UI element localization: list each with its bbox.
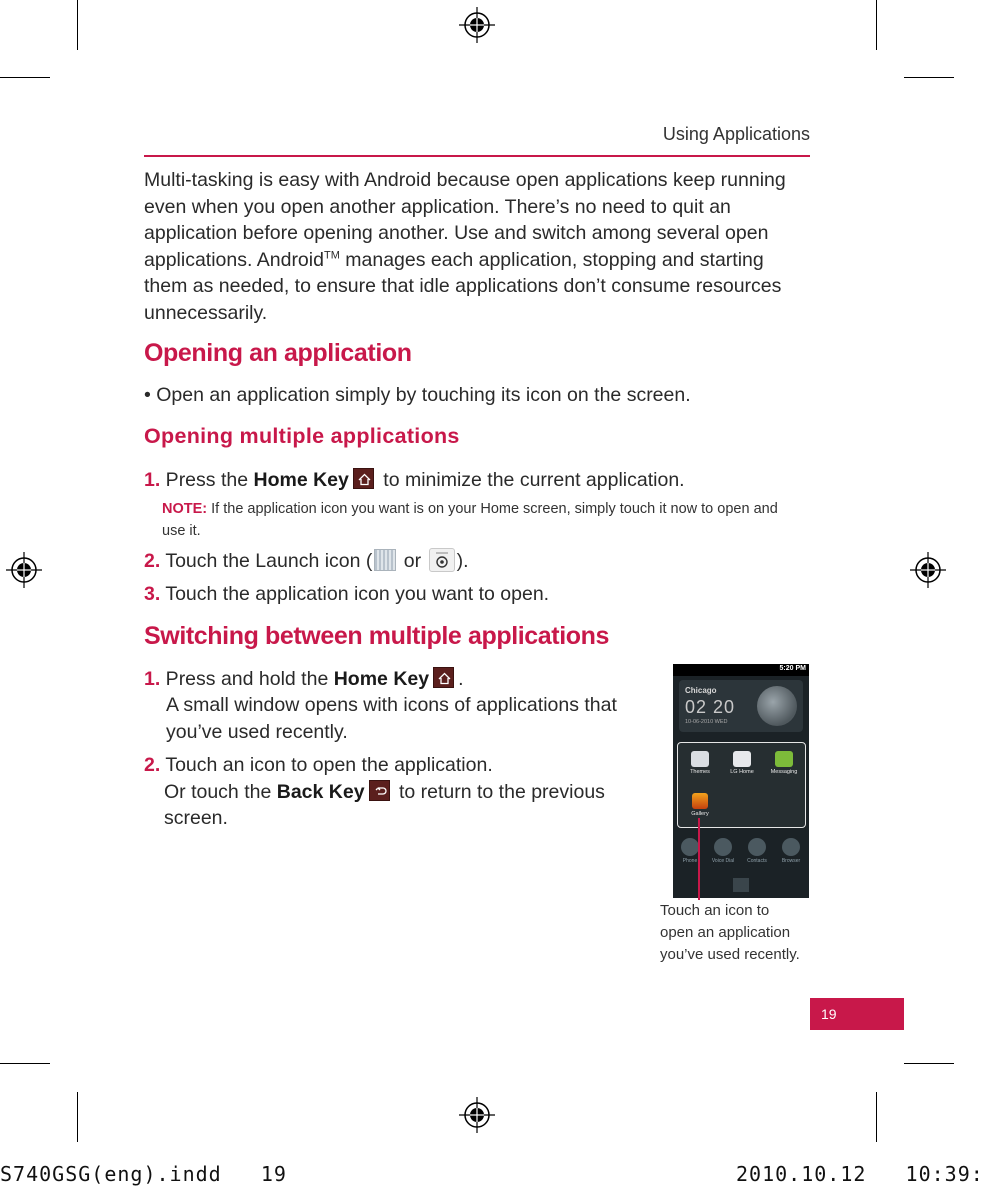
dock-contacts[interactable]: [742, 838, 772, 864]
note-label: NOTE:: [162, 501, 208, 517]
header-rule: [144, 155, 810, 157]
phone-icon: [681, 838, 699, 856]
themes-icon: [691, 751, 709, 767]
crop-mark: [876, 0, 877, 50]
recent-app-label: LG Home: [730, 769, 754, 775]
step-text: to return to the previous: [393, 781, 605, 803]
caption-line: you’ve used recently.: [660, 946, 800, 963]
bullet-open-app: • Open an application simply by touching its icon on the screen.: [144, 384, 691, 406]
widget-time: 02 20: [685, 697, 736, 717]
crop-mark: [904, 77, 954, 78]
launch-tray-icon: [429, 548, 455, 572]
step-text: Touch the Launch icon (: [160, 550, 373, 572]
recent-app-themes[interactable]: [682, 751, 718, 775]
crop-mark: [904, 1063, 954, 1064]
home-key-icon: [353, 468, 374, 489]
step-number: 2.: [144, 754, 161, 776]
step-text: or: [398, 550, 427, 572]
intro-text-1: Multi-tasking is easy with Android because open applications keep running even when you open another application. There’s no need to quit an application before opening another. Use and switch among several open applications. Android: [144, 169, 786, 271]
status-bar: [673, 664, 809, 676]
crop-mark: [876, 1092, 877, 1142]
widget-city: Chicago: [685, 686, 717, 695]
step-number: 1.: [144, 668, 161, 690]
contacts-icon: [748, 838, 766, 856]
registration-mark-icon: [910, 552, 946, 588]
phone-screenshot: [673, 664, 809, 898]
caption-line: open an application: [660, 924, 791, 941]
dock-label: Contacts: [747, 858, 767, 864]
step-text: Press and hold the: [160, 668, 334, 690]
step-text: .: [458, 668, 464, 690]
step-number: 1.: [144, 469, 161, 491]
home-key-icon: [433, 667, 454, 688]
slug-timestamp: 2010.10.12 10:39:: [736, 1162, 984, 1186]
heading-opening-multiple: Opening multiple applications: [144, 424, 460, 448]
recent-app-messaging[interactable]: [766, 751, 802, 775]
step-multiple-1: [144, 467, 824, 494]
clock-widget: [679, 680, 803, 732]
step-number: 2.: [144, 550, 161, 572]
recent-apps-window[interactable]: [677, 742, 806, 828]
back-key-icon: [369, 780, 390, 801]
step-multiple-3: [144, 581, 824, 608]
step-text: Touch the application icon you want to open.: [160, 583, 550, 605]
browser-icon: [782, 838, 800, 856]
voice-dial-icon: [714, 838, 732, 856]
step-text: Press the: [160, 469, 254, 491]
dock-label: Browser: [781, 858, 801, 864]
slug-filename: S740GSG(eng).indd 19: [0, 1162, 287, 1186]
caption-line: Touch an icon to: [660, 902, 770, 919]
step-switch-2-line3: screen.: [164, 807, 228, 829]
registration-mark-icon: [459, 7, 495, 43]
dock-phone[interactable]: [675, 838, 705, 864]
widget-date: 10-06-2010 WED: [685, 719, 728, 725]
crop-mark: [77, 0, 78, 50]
step-switch-2: [144, 752, 664, 779]
crop-mark: [77, 1092, 78, 1142]
step-text: Touch an icon to open the application.: [160, 754, 493, 776]
registration-mark-icon: [459, 1097, 495, 1133]
page-number: 19: [810, 998, 904, 1030]
step-switch-1-line3: you’ve used recently.: [166, 721, 348, 743]
intro-text-2: manages each application, stopping and starting them as needed, to ensure that idle applications don’t consume resources unnecessarily.: [144, 248, 782, 324]
messaging-icon: [775, 751, 793, 767]
crop-mark: [0, 77, 50, 78]
step-text: ).: [456, 550, 469, 572]
registration-mark-icon: [6, 552, 42, 588]
step-number: 3.: [144, 583, 161, 605]
key-name: Home Key: [253, 469, 349, 491]
intro-paragraph: [144, 167, 812, 326]
note: [162, 498, 802, 542]
dock-label: Voice Dial: [711, 858, 735, 864]
dock-browser[interactable]: [776, 838, 806, 864]
note-text: If the application icon you want is on your Home screen, simply touch it now to open and use it.: [162, 501, 778, 539]
step-text: to minimize the current application.: [377, 469, 685, 491]
heading-opening-application: Opening an application: [144, 339, 412, 367]
crop-mark: [0, 1063, 50, 1064]
launch-grid-icon: [374, 549, 396, 571]
step-multiple-2: [144, 548, 824, 575]
figure-caption: [660, 900, 820, 966]
callout-pointer: [698, 818, 700, 900]
gallery-icon: [692, 793, 708, 809]
recent-app-gallery[interactable]: [682, 793, 718, 817]
step-switch-1-line2: A small window opens with icons of applications that: [166, 694, 617, 716]
trademark-mark: TM: [323, 249, 340, 261]
key-name: Back Key: [276, 781, 365, 803]
dock: [673, 836, 809, 876]
running-header: Using Applications: [662, 124, 810, 144]
moon-icon: [757, 686, 797, 726]
step-text: Or touch the: [164, 781, 277, 803]
heading-switching: Switching between multiple applications: [144, 622, 610, 650]
recent-app-lg-home[interactable]: [724, 751, 760, 775]
dock-voice-dial[interactable]: [708, 838, 738, 864]
status-time: 5:20 PM: [779, 665, 806, 672]
step-switch-1: [144, 666, 664, 693]
launcher-tray-icon[interactable]: [733, 878, 749, 892]
step-switch-2-line2: [164, 779, 664, 806]
recent-app-label: Themes: [690, 769, 710, 775]
recent-app-label: Messaging: [770, 769, 798, 775]
dock-label: Phone: [682, 858, 698, 864]
lg-home-icon: [733, 751, 751, 767]
recent-app-label: Gallery: [691, 811, 709, 817]
key-name: Home Key: [333, 668, 430, 690]
